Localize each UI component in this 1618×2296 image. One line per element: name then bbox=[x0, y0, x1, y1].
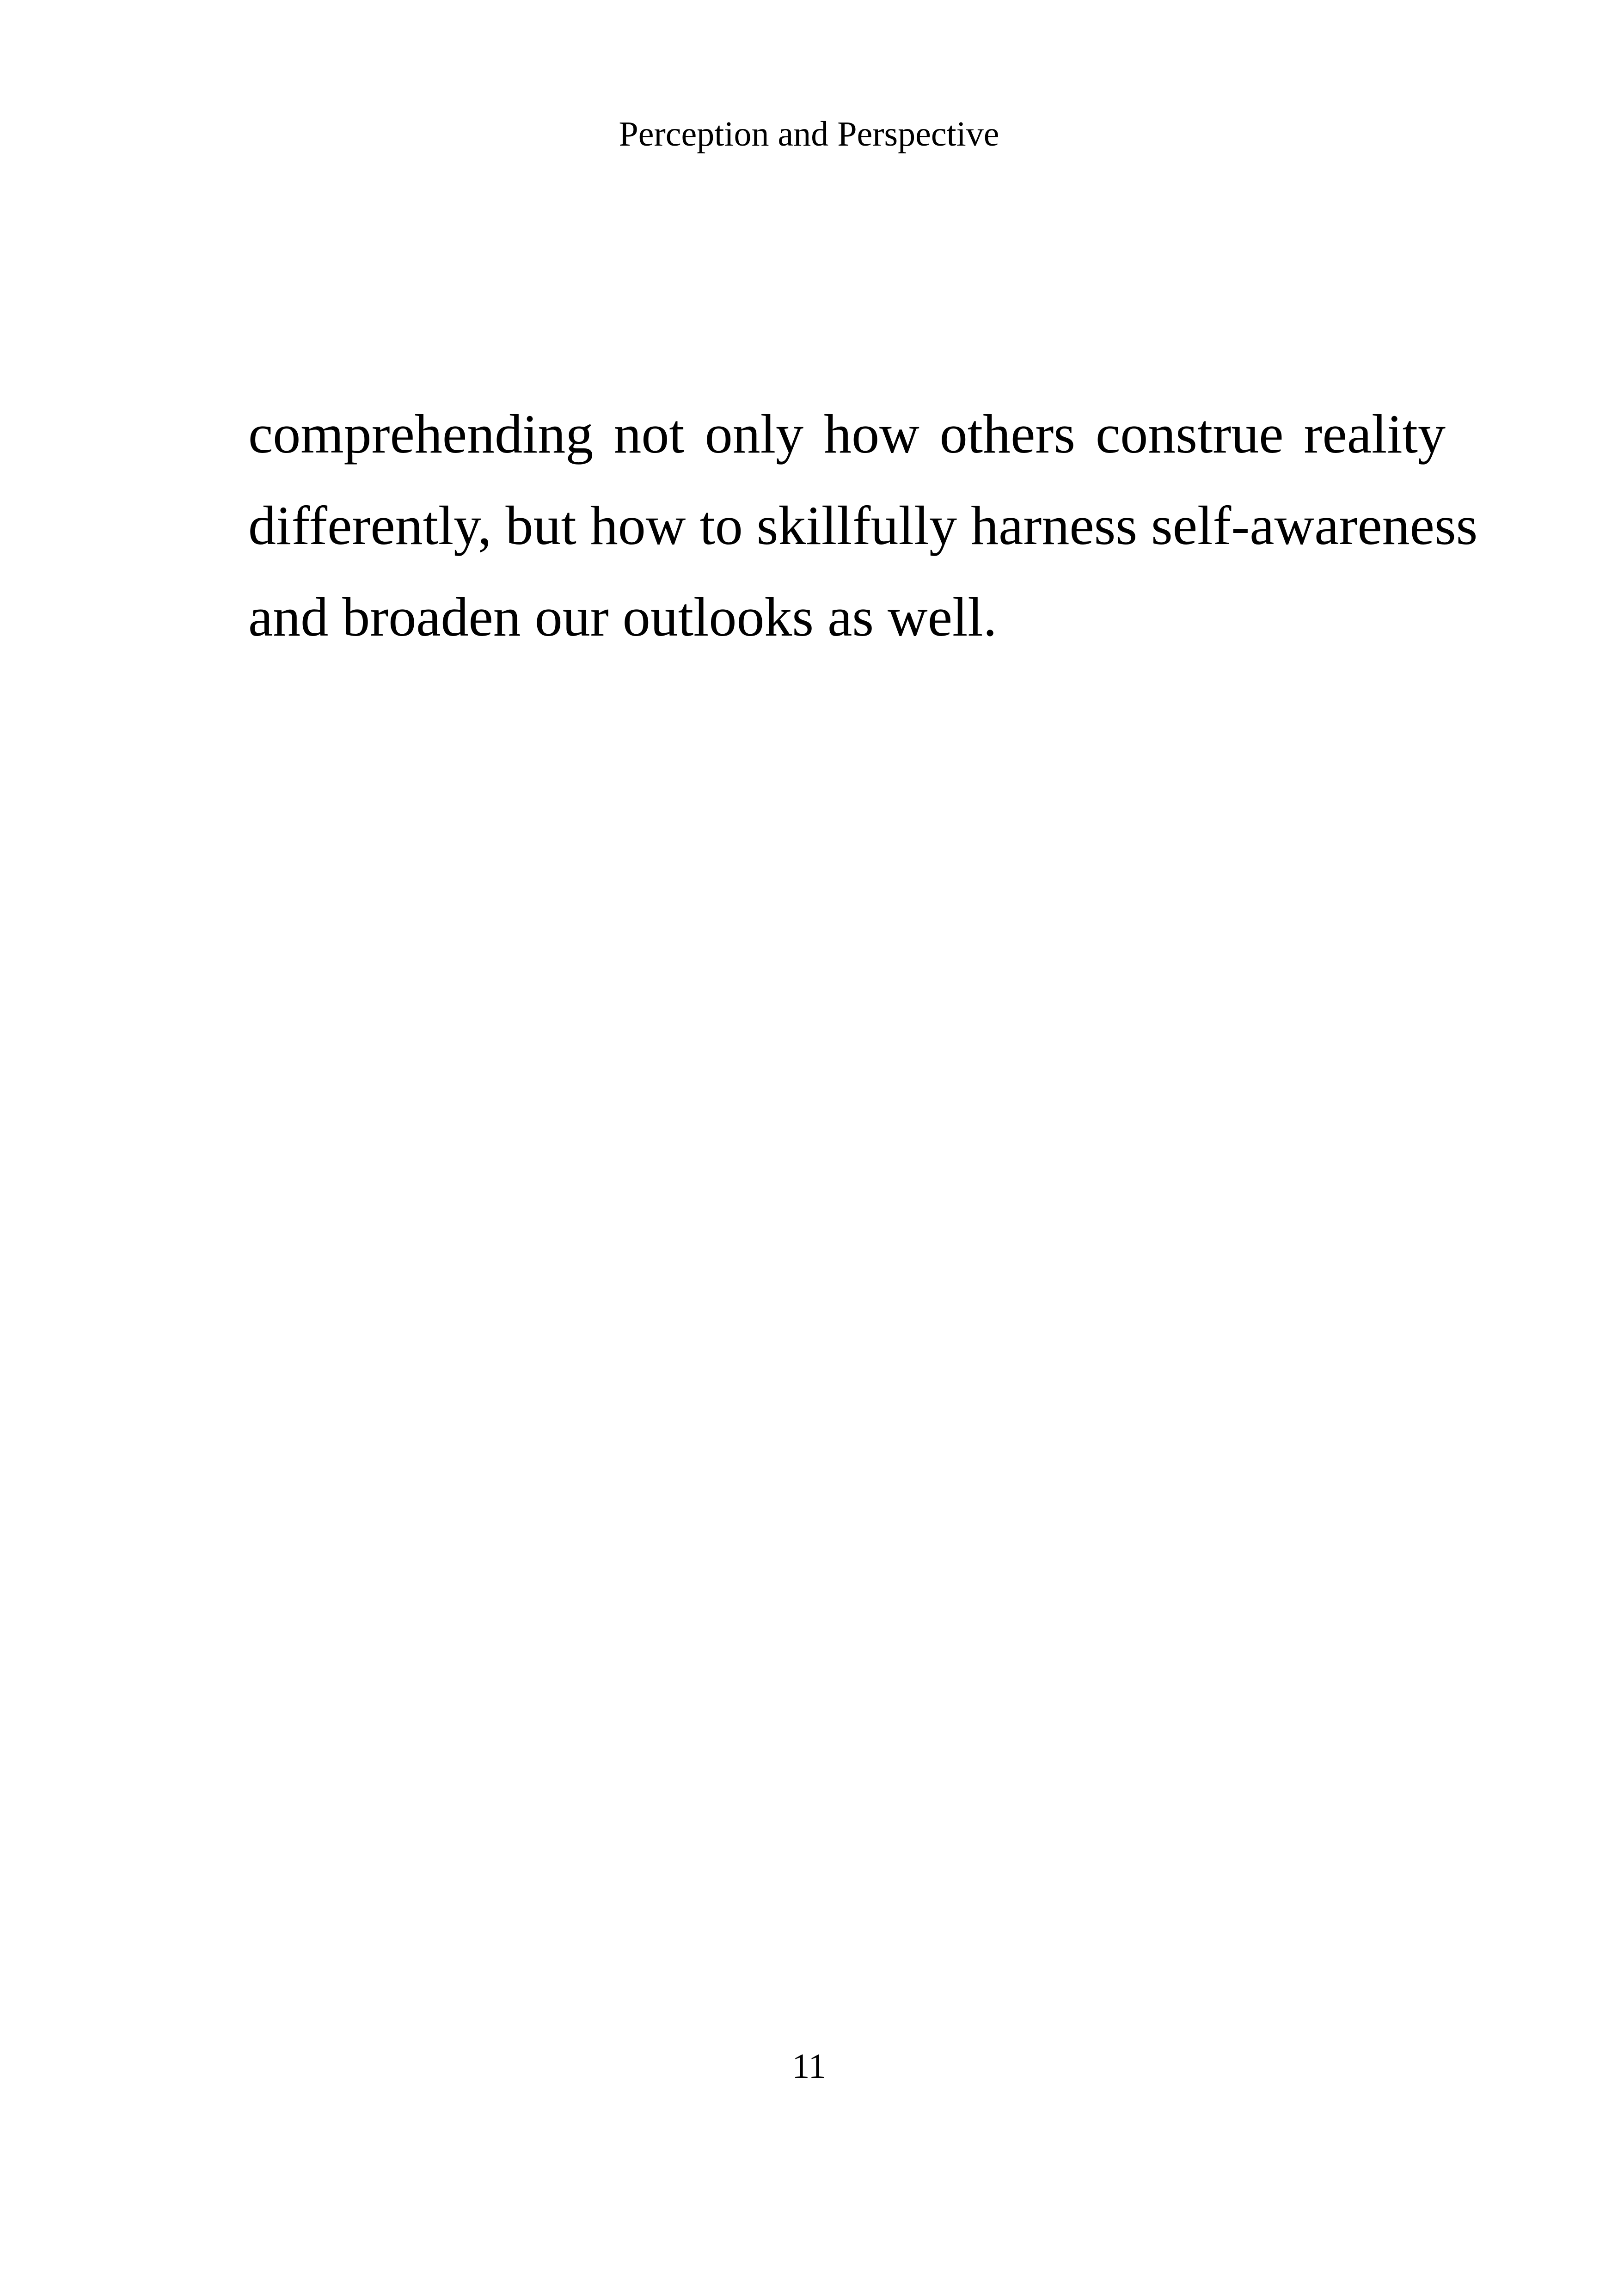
body-line-1: comprehending not only how others construe reality bbox=[248, 403, 1446, 465]
page-number: 11 bbox=[792, 2047, 826, 2086]
body-line-2: differently, but how to skillfully harness self-awareness bbox=[248, 495, 1478, 556]
body-line-3: and broaden our outlooks as well. bbox=[248, 586, 997, 648]
running-header: Perception and Perspective bbox=[619, 115, 999, 153]
body-paragraph bbox=[248, 388, 1478, 663]
